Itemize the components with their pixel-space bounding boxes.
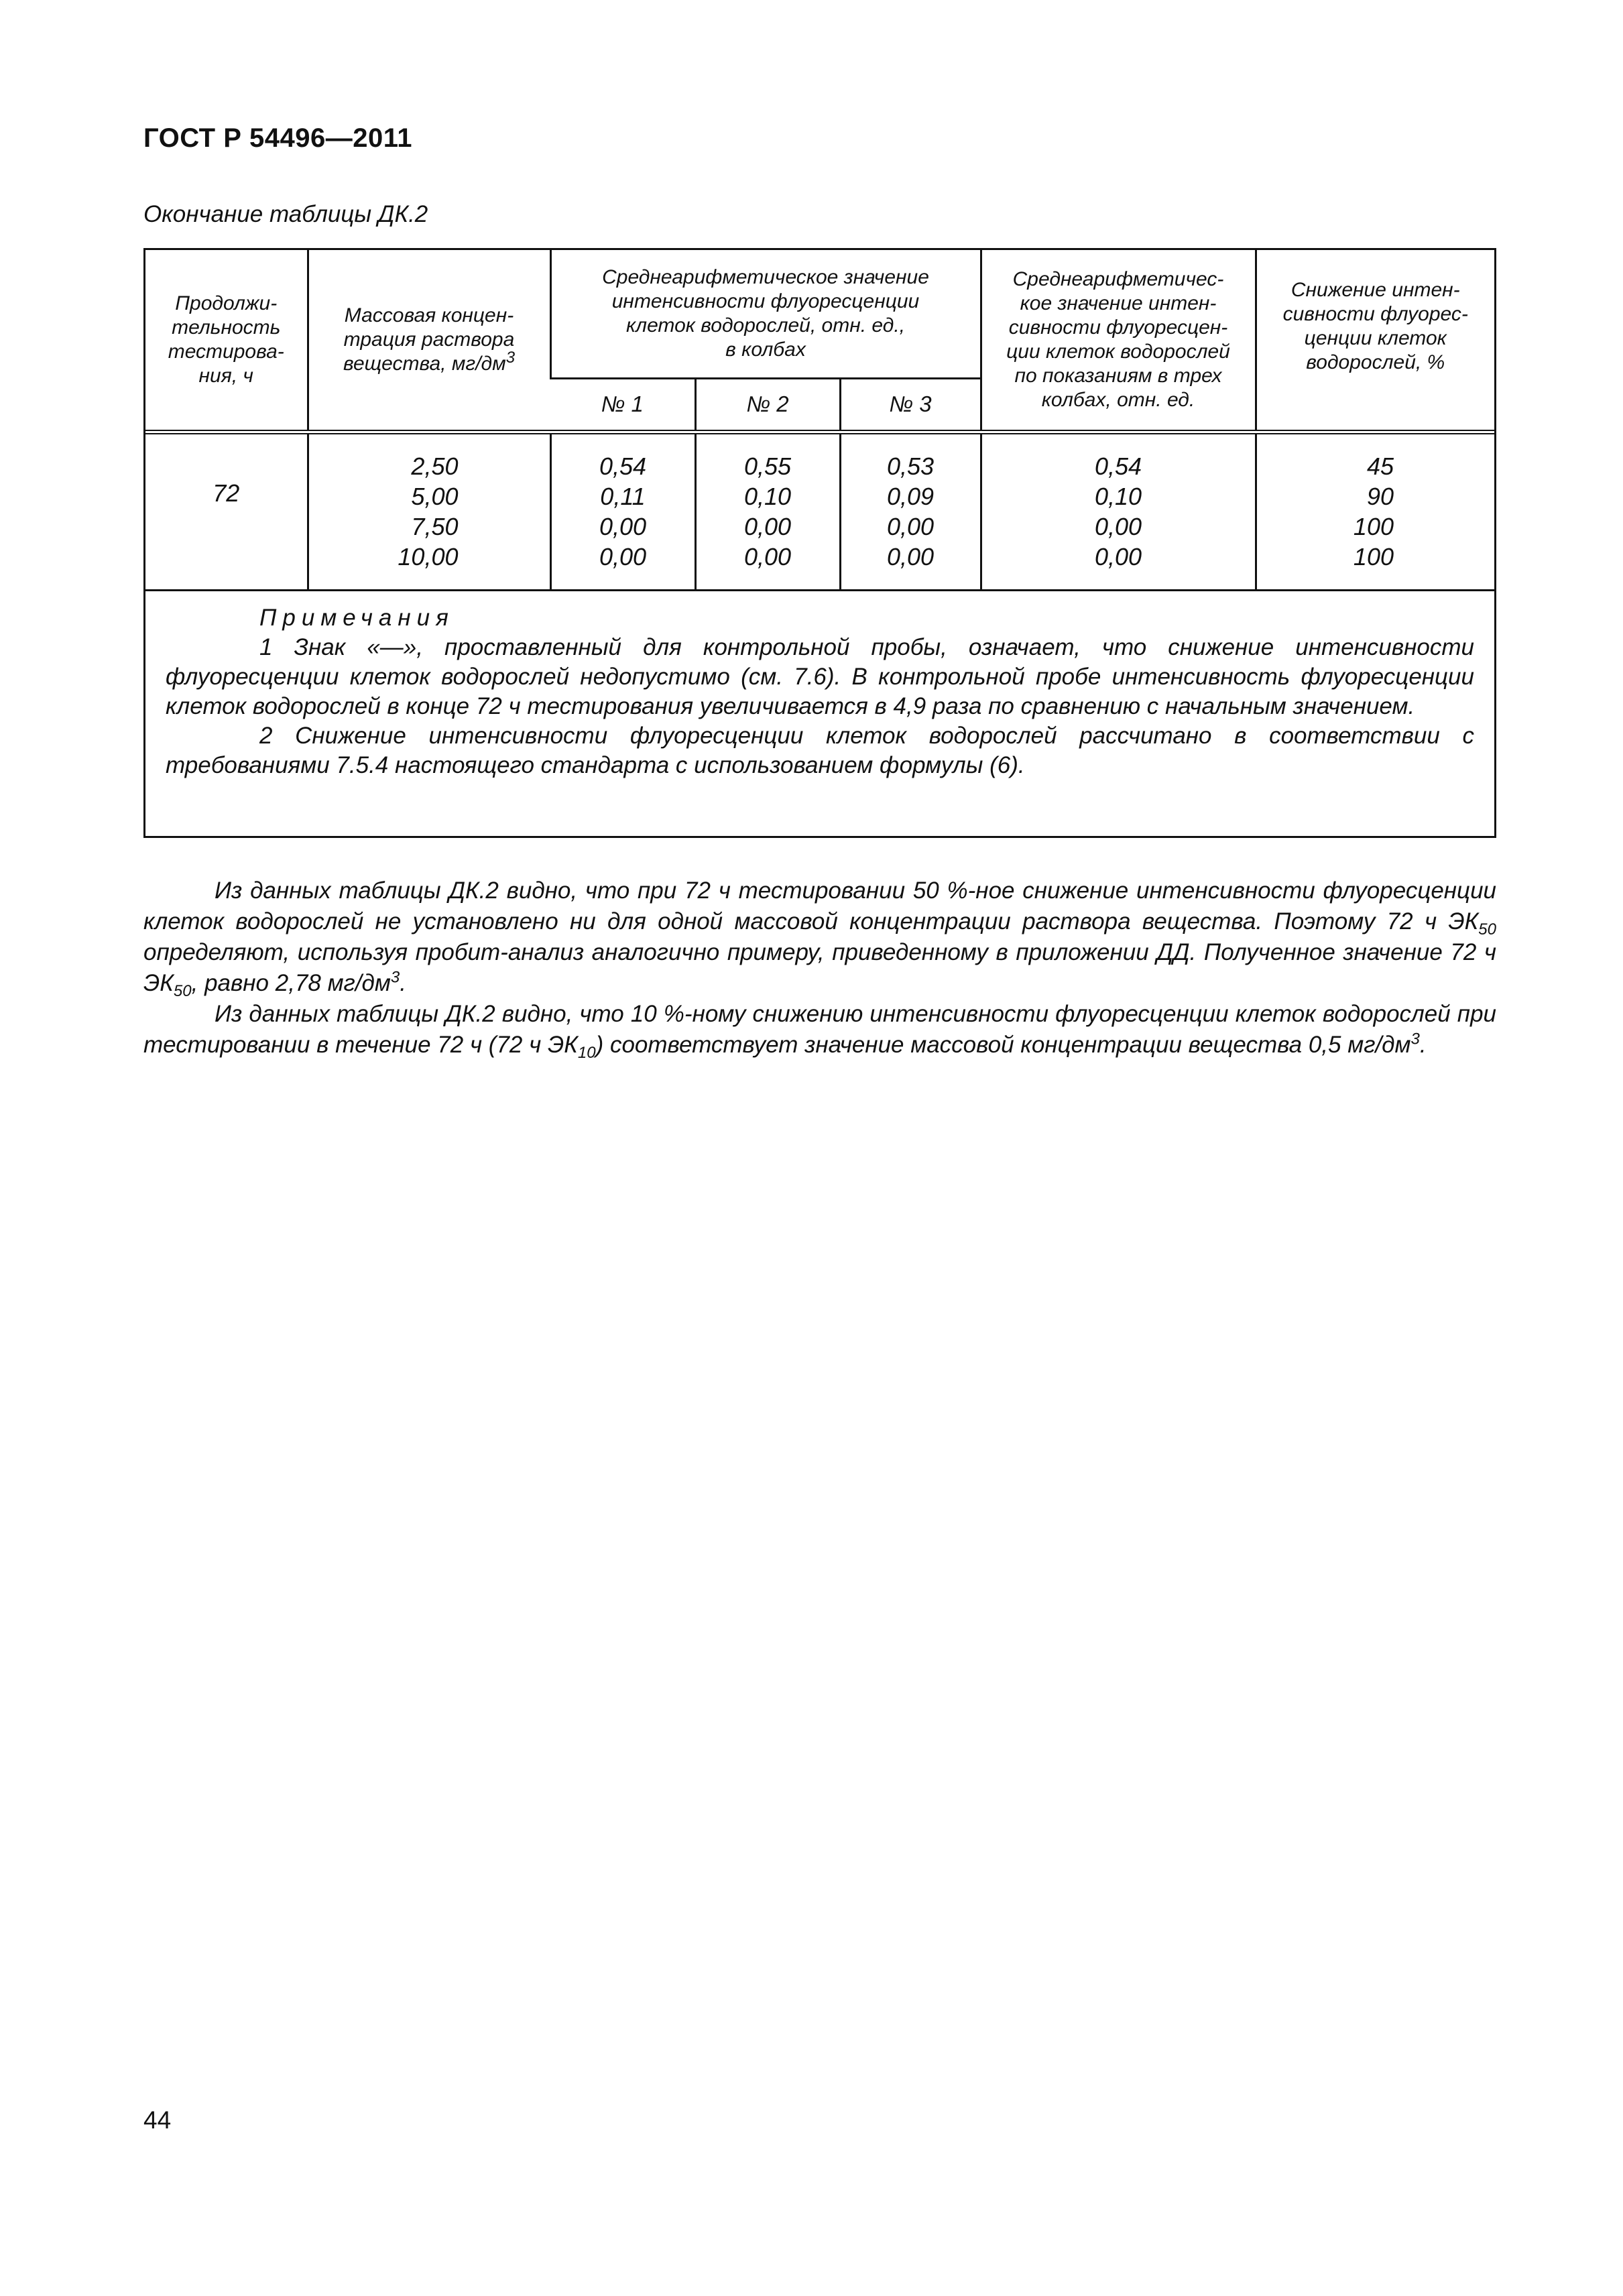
note-2: 2 Снижение интенсивности флуоресценции клеток водорослей рассчитано в соответствии с требованиями 7.5.4 настоящего стандарта с использованием формулы (6). bbox=[166, 723, 1474, 778]
header-flask-1: № 1 bbox=[550, 378, 695, 432]
note-1: 1 Знак «—», проставленный для контрольной пробы, означает, что снижение интенсивности флуоресценции клеток водорослей недопустимо (см. 7.6). В контрольной пробе интенсивность флуоресценции клеток водорослей в конце 72 ч тестирования увеличивается в 4,9 раза по сравнению с начальным значением. bbox=[166, 634, 1474, 719]
cell-flask-1: 0,54 0,11 0,00 0,00 bbox=[550, 432, 695, 589]
cell-decrease: 45 90 100 100 bbox=[1256, 432, 1494, 589]
data-table bbox=[145, 250, 1494, 589]
table-notes bbox=[145, 589, 1494, 836]
header-flask-2: № 2 bbox=[695, 378, 840, 432]
table-caption: Окончание таблицы ДК.2 bbox=[143, 201, 428, 227]
paragraph-1: Из данных таблицы ДК.2 видно, что при 72 ч тестировании 50 %-ное снижение интенсивности флуоресценции клеток водорослей не установлено ни для одной массовой концентрации раствора вещества. Поэтому 72 ч $ЭК_{50}$ определяют, используя пробит-анализ аналогично примеру, приведенному в приложении ДД. Полученное значение 72 ч $ЭК_{50}$, равно 2,78 $мг/дм^3$. bbox=[143, 878, 1496, 1000]
header-decrease: Снижение интен- сивности флуорес- ценции клеток водорослей, % bbox=[1256, 250, 1494, 432]
cell-mean: 0,54 0,10 0,00 0,00 bbox=[981, 432, 1256, 589]
data-table-frame bbox=[143, 248, 1496, 838]
header-duration: Продолжи- тельность тестирова- ния, ч bbox=[168, 292, 284, 387]
cell-flask-2: 0,55 0,10 0,00 0,00 bbox=[695, 432, 840, 589]
notes-title: Примечания bbox=[259, 605, 455, 631]
header-mean-intensity: Среднеарифметичес- кое значение интен- сивности флуоресцен- ции клеток водорослей по показаниям в трех колбах, отн. ед. bbox=[981, 250, 1256, 432]
header-flask-3: № 3 bbox=[840, 378, 981, 432]
cell-concentrations: 2,50 5,00 7,50 10,00 bbox=[308, 432, 550, 589]
cell-duration: 72 bbox=[145, 432, 308, 589]
body-text bbox=[143, 875, 1496, 1061]
page-number: 44 bbox=[143, 2106, 172, 2134]
paragraph-2: Из данных таблицы ДК.2 видно, что 10 %-ному снижению интенсивности флуоресценции клеток водорослей при тестировании в течение 72 ч (72 ч $ЭК_{10}$) соответствует значение массовой концентрации вещества 0,5 $мг/дм^3$. bbox=[143, 1001, 1496, 1062]
cell-flask-3: 0,53 0,09 0,00 0,00 bbox=[840, 432, 981, 589]
document-code: ГОСТ Р 54496—2011 bbox=[143, 123, 412, 153]
header-flask-intensity: Среднеарифметическое значение интенсивности флуоресценции клеток водорослей, отн. ед., в колбах bbox=[550, 250, 981, 378]
header-concentration: Массовая концен- трация раствора вещества, $мг/дм^3$ bbox=[308, 250, 550, 432]
